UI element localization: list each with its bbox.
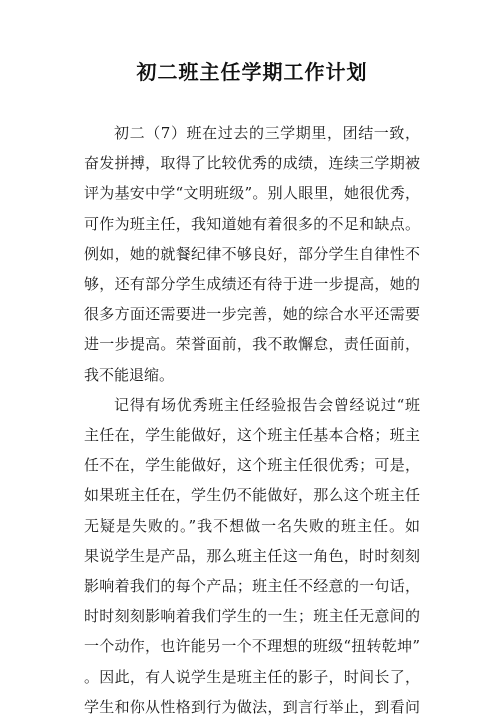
paragraph-2 xyxy=(84,390,420,722)
text-line: 例如，她的就餐纪律不够良好，部分学生自律性不 xyxy=(84,244,420,263)
document-title: 初二班主任学期工作计划 xyxy=(136,60,368,84)
text-line: 初二（7）班在过去的三学期里，团结一致， xyxy=(114,124,420,142)
text-line: 进一步提高。荣誉面前，我不敢懈怠，责任面前， xyxy=(84,335,420,354)
text-line: 影响着我们的每个产品；班主任不经意的一句话， xyxy=(84,577,420,596)
text-line: 一个动作，也许能另一个不理想的班级“扭转乾坤” xyxy=(84,637,420,656)
text-line: 学生和你从性格到行为做法，到言行举止，到看问 xyxy=(84,697,420,716)
text-line: 评为基安中学“文明班级”。别人眼里，她很优秀， xyxy=(84,184,420,203)
text-line: 主任在，学生能做好，这个班主任基本合格；班主 xyxy=(84,426,420,445)
text-line: 时时刻刻影响着我们学生的一生；班主任无意间的 xyxy=(84,607,420,626)
text-line: 很多方面还需要进一步完善，她的综合水平还需要 xyxy=(84,305,420,324)
text-line: 记得有场优秀班主任经验报告会曾经说过“班 xyxy=(114,395,420,414)
text-line: 我不能退缩。 xyxy=(84,365,175,384)
text-line: 可作为班主任，我知道她有着很多的不足和缺点。 xyxy=(84,214,420,233)
text-line: 任不在，学生能做好，这个班主任很优秀；可是， xyxy=(84,456,420,475)
text-line: 果说学生是产品，那么班主任这一角色，时时刻刻 xyxy=(84,546,420,565)
text-line: 奋发拼搏，取得了比较优秀的成绩，连续三学期被 xyxy=(84,154,420,173)
text-line: 够，还有部分学生成绩还有待于进一步提高，她的 xyxy=(84,275,420,294)
text-line: 无疑是失败的。”我不想做一名失败的班主任。如 xyxy=(84,516,420,535)
text-line: 。因此，有人说学生是班主任的影子，时间长了， xyxy=(84,667,420,686)
text-line: 如果班主任在，学生仍不能做好，那么这个班主任 xyxy=(84,486,420,505)
paragraph-1 xyxy=(84,118,420,390)
